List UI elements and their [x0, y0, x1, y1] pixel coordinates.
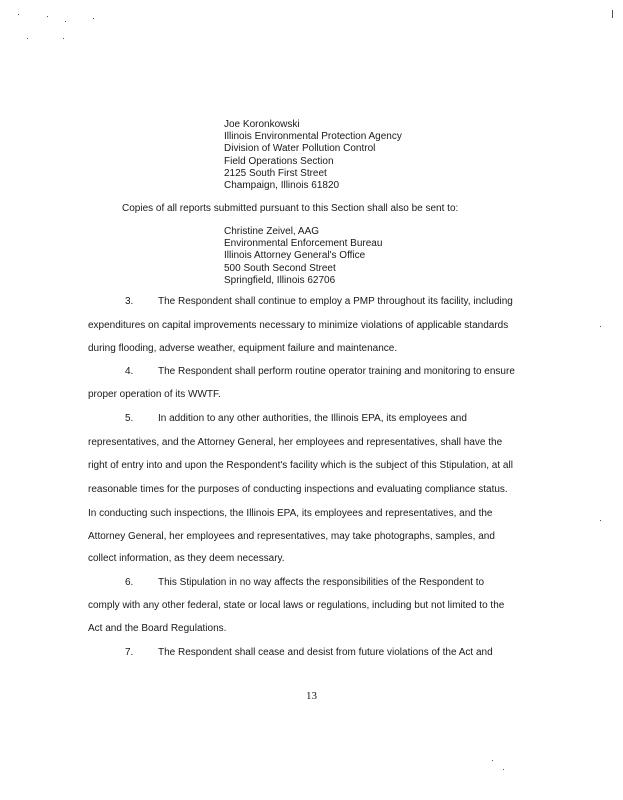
address-line: 500 South Second Street — [224, 262, 336, 274]
scan-speck — [612, 10, 613, 18]
paragraph-text: collect information, as they deem necessary. — [88, 553, 285, 564]
address-line: Joe Koronkowski — [224, 119, 300, 130]
paragraph-number: 7. — [125, 647, 134, 658]
paragraph-number: 5. — [125, 413, 134, 424]
scan-speck — [65, 21, 66, 22]
paragraph-text: In conducting such inspections, the Illinois EPA, its employees and representatives, and the — [88, 508, 493, 519]
scan-speck — [503, 769, 504, 770]
address-line: Illinois Environmental Protection Agency — [224, 131, 402, 143]
paragraph-text: right of entry into and upon the Respondent's facility which is the subject of this Stipulation, at all — [88, 460, 513, 471]
paragraph-number: 6. — [125, 577, 134, 588]
address-line: Illinois Attorney General's Office — [224, 250, 366, 262]
address-line: 2125 South First Street — [224, 167, 327, 179]
address-line: Field Operations Section — [224, 155, 334, 167]
address-line: Christine Zeivel, AAG — [224, 226, 320, 237]
scan-speck — [600, 326, 601, 327]
contact-address-ag — [224, 226, 382, 287]
scan-speck — [27, 38, 28, 39]
paragraph-text: expenditures on capital improvements necessary to minimize violations of applicable standards — [88, 320, 509, 331]
address-line: Division of Water Pollution Control — [224, 143, 376, 155]
paragraph-text: The Respondent shall perform routine operator training and monitoring to ensure — [158, 366, 515, 377]
page-number: 13 — [306, 690, 317, 702]
paragraph-text: The Respondent shall continue to employ a PMP throughout its facility, including — [158, 296, 513, 307]
scan-speck — [93, 18, 94, 19]
address-line: Environmental Enforcement Bureau — [224, 238, 383, 250]
paragraph-text: The Respondent shall cease and desist from future violations of the Act and — [158, 647, 493, 658]
copies-instruction: Copies of all reports submitted pursuant to this Section shall also be sent to: — [122, 203, 459, 214]
paragraph-text: during flooding, adverse weather, equipment failure and maintenance. — [88, 343, 398, 354]
scan-speck — [63, 38, 64, 39]
address-line: Springfield, Illinois 62706 — [224, 274, 336, 286]
paragraph-text: Act and the Board Regulations. — [88, 623, 227, 634]
contact-address-epa — [224, 119, 402, 192]
scan-speck — [492, 760, 493, 761]
paragraph-number: 3. — [125, 296, 134, 307]
scan-speck — [47, 16, 48, 17]
scan-speck — [600, 520, 601, 521]
paragraph-text: reasonable times for the purposes of conducting inspections and evaluating compliance status. — [88, 484, 508, 495]
paragraph-text: representatives, and the Attorney General, her employees and representatives, shall have the — [88, 437, 503, 448]
scan-speck — [18, 14, 19, 15]
paragraph-text: This Stipulation in no way affects the responsibilities of the Respondent to — [158, 577, 485, 588]
paragraph-number: 4. — [125, 366, 134, 377]
paragraph-text: comply with any other federal, state or local laws or regulations, including but not limited to the — [88, 600, 505, 611]
paragraph-text: Attorney General, her employees and representatives, may take photographs, samples, and — [88, 531, 495, 542]
paragraph-text: In addition to any other authorities, the Illinois EPA, its employees and — [158, 413, 467, 424]
address-line: Champaign, Illinois 61820 — [224, 180, 340, 192]
paragraph-text: proper operation of its WWTF. — [88, 389, 221, 400]
